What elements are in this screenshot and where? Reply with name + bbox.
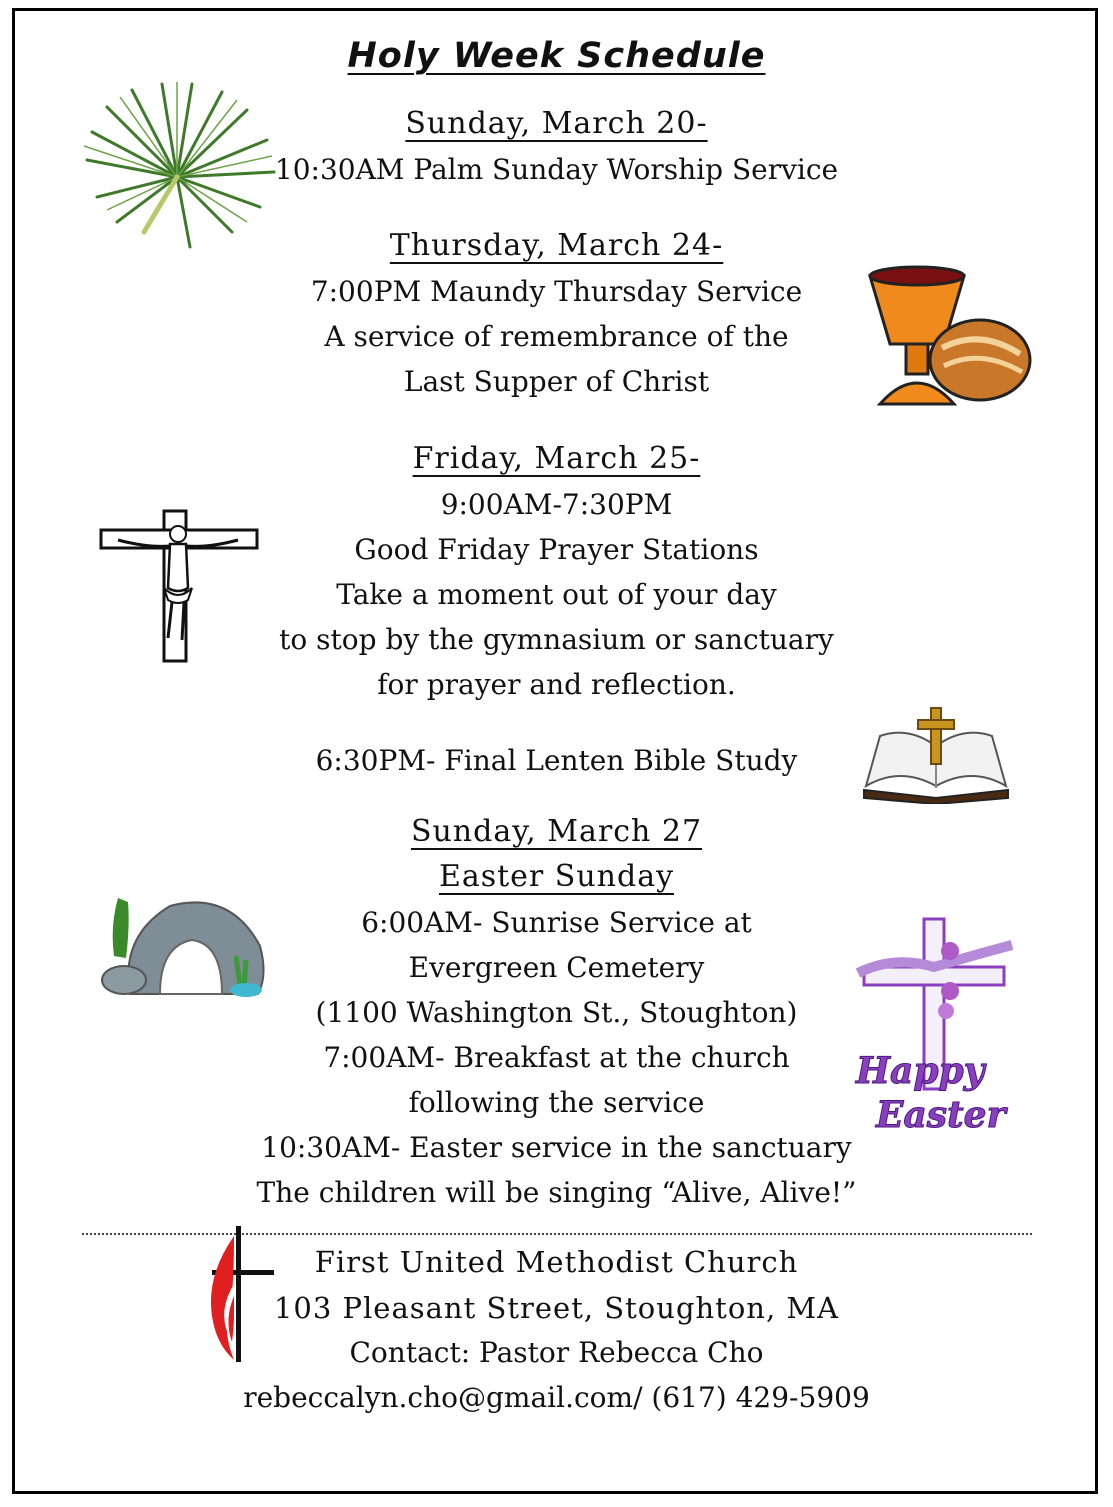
church-contact: Contact: Pastor Rebecca Cho	[349, 1336, 764, 1369]
church-name: First United Methodist Church	[314, 1245, 799, 1279]
easter-subtitle: Easter Sunday	[438, 859, 675, 894]
easter-date: Sunday, March 27	[410, 814, 703, 849]
thursday-line-2: A service of remembrance of the	[324, 320, 789, 353]
easter-line-1: 6:00AM- Sunrise Service at	[361, 906, 752, 939]
friday-line-5: for prayer and reflection.	[377, 668, 736, 701]
easter-line-4: 7:00AM- Breakfast at the church	[323, 1041, 790, 1074]
church-email-phone: rebeccalyn.cho@gmail.com/ (617) 429-5909	[243, 1381, 870, 1414]
easter-line-6: 10:30AM- Easter service in the sanctuary	[261, 1131, 852, 1164]
easter-cross-icon	[854, 915, 1014, 1135]
church-address: 103 Pleasant Street, Stoughton, MA	[273, 1291, 840, 1325]
friday-bible-study: 6:30PM- Final Lenten Bible Study	[315, 744, 798, 777]
palm-frond-icon	[82, 82, 277, 252]
friday-line-3: Take a moment out of your day	[336, 578, 777, 611]
page-title: Holy Week Schedule	[347, 36, 766, 76]
empty-tomb-icon	[100, 896, 270, 1000]
cross-and-flame-icon	[198, 1226, 276, 1364]
friday-line-2: Good Friday Prayer Stations	[354, 533, 759, 566]
friday-date: Friday, March 25-	[412, 441, 701, 476]
happy-easter-line-2: Easter	[876, 1094, 1006, 1135]
thursday-date: Thursday, March 24-	[389, 228, 724, 263]
easter-line-5: following the service	[408, 1086, 705, 1119]
friday-line-1: 9:00AM-7:30PM	[440, 488, 673, 521]
crucifix-icon	[98, 508, 260, 664]
happy-easter-line-1: Happy	[856, 1050, 985, 1092]
easter-line-3: (1100 Washington St., Stoughton)	[315, 996, 798, 1029]
easter-line-7: The children will be singing “Alive, Alive!”	[256, 1176, 857, 1209]
palm-sunday-line-1: 10:30AM Palm Sunday Worship Service	[274, 153, 839, 186]
thursday-line-1: 7:00PM Maundy Thursday Service	[310, 275, 803, 308]
thursday-line-3: Last Supper of Christ	[403, 365, 710, 398]
palm-sunday-date: Sunday, March 20-	[405, 106, 708, 141]
open-bible-icon	[860, 706, 1012, 804]
chalice-bread-icon	[862, 262, 1034, 414]
friday-line-4: to stop by the gymnasium or sanctuary	[279, 623, 834, 656]
easter-line-2: Evergreen Cemetery	[408, 951, 705, 984]
